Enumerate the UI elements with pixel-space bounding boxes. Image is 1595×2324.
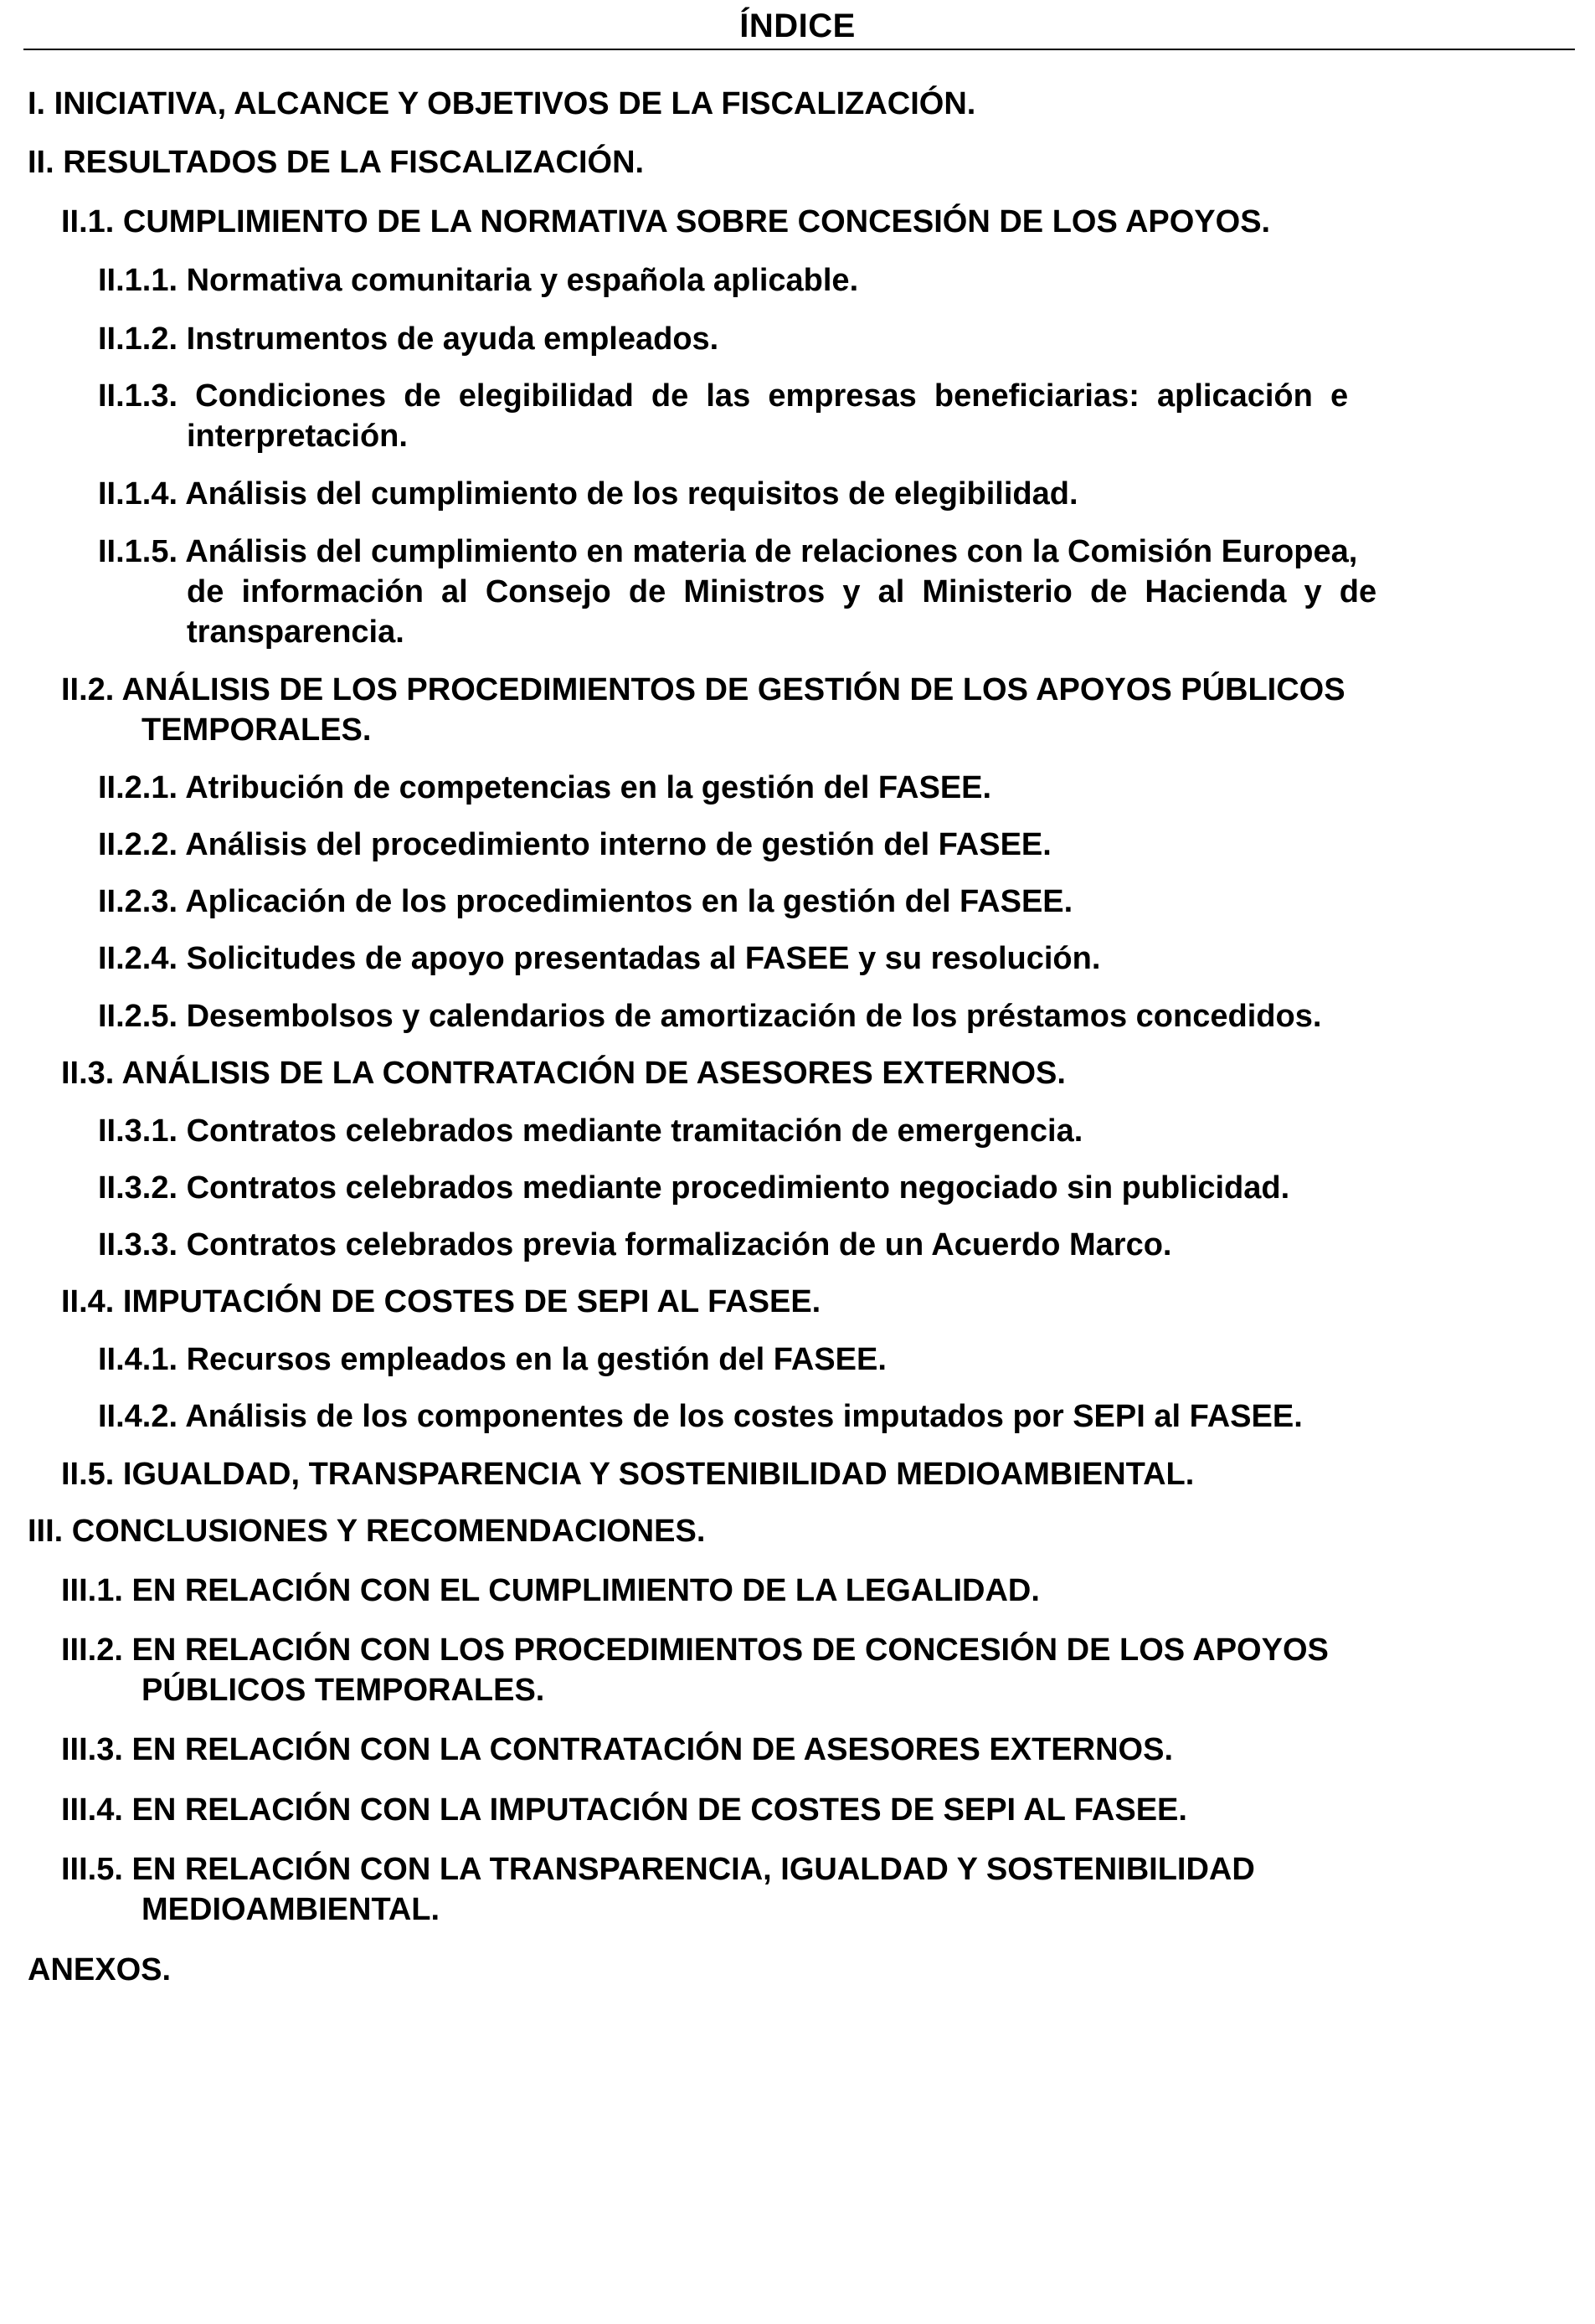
toc-entry-section-ii-2-line2[interactable]: TEMPORALES. [141,712,372,748]
toc-entry-section-ii-3-2[interactable]: II.3.2. Contratos celebrados mediante procedimiento negociado sin publicidad. [98,1170,1290,1206]
toc-entry-section-ii-2-1[interactable]: II.2.1. Atribución de competencias en la gestión del FASEE. [98,770,992,805]
toc-entry-section-iii-2-line1[interactable]: III.2. EN RELACIÓN CON LOS PROCEDIMIENTOS DE CONCESIÓN DE LOS APOYOS [61,1632,1329,1668]
toc-entry-section-ii-2-4[interactable]: II.2.4. Solicitudes de apoyo presentadas al FASEE y su resolución. [98,941,1101,976]
toc-entry-section-i[interactable]: I. INICIATIVA, ALCANCE Y OBJETIVOS DE LA FISCALIZACIÓN. [28,86,976,121]
toc-entry-section-iii-5-line2[interactable]: MEDIOAMBIENTAL. [141,1892,440,1927]
toc-entry-section-ii-3[interactable]: II.3. ANÁLISIS DE LA CONTRATACIÓN DE ASESORES EXTERNOS. [61,1056,1066,1091]
toc-entry-section-ii-4[interactable]: II.4. IMPUTACIÓN DE COSTES DE SEPI AL FASEE. [61,1284,821,1319]
toc-entry-section-ii-2-3[interactable]: II.2.3. Aplicación de los procedimientos en la gestión del FASEE. [98,884,1073,919]
toc-entry-section-ii-2-2[interactable]: II.2.2. Análisis del procedimiento interno de gestión del FASEE. [98,827,1052,862]
toc-entry-section-iii-5-line1[interactable]: III.5. EN RELACIÓN CON LA TRANSPARENCIA, IGUALDAD Y SOSTENIBILIDAD [61,1852,1255,1887]
toc-entry-section-ii-1-5-line3[interactable]: transparencia. [187,614,404,650]
toc-entry-section-iii-4[interactable]: III.4. EN RELACIÓN CON LA IMPUTACIÓN DE COSTES DE SEPI AL FASEE. [61,1792,1187,1828]
toc-entry-section-ii-1-1[interactable]: II.1.1. Normativa comunitaria y española aplicable. [98,263,859,298]
toc-entry-section-ii-1[interactable]: II.1. CUMPLIMIENTO DE LA NORMATIVA SOBRE CONCESIÓN DE LOS APOYOS. [61,204,1271,239]
toc-entry-section-ii-2-line1[interactable]: II.2. ANÁLISIS DE LOS PROCEDIMIENTOS DE GESTIÓN DE LOS APOYOS PÚBLICOS [61,672,1345,707]
toc-entry-section-ii-3-3[interactable]: II.3.3. Contratos celebrados previa formalización de un Acuerdo Marco. [98,1227,1172,1262]
toc-entry-section-ii-1-3-line1[interactable]: II.1.3. Condiciones de elegibilidad de las empresas beneficiarias: aplicación e [98,378,1349,414]
toc-entry-section-ii-1-5-line1[interactable]: II.1.5. Análisis del cumplimiento en materia de relaciones con la Comisión Europea, [98,534,1358,569]
toc-entry-section-ii-1-3-line2[interactable]: interpretación. [187,419,408,454]
toc-entry-section-ii-1-2[interactable]: II.1.2. Instrumentos de ayuda empleados. [98,321,719,357]
toc-entry-section-ii-5[interactable]: II.5. IGUALDAD, TRANSPARENCIA Y SOSTENIBILIDAD MEDIOAMBIENTAL. [61,1457,1195,1492]
toc-entry-section-iii-2-line2[interactable]: PÚBLICOS TEMPORALES. [141,1673,545,1708]
toc-entry-annexes[interactable]: ANEXOS. [28,1952,172,1987]
toc-entry-section-ii-4-1[interactable]: II.4.1. Recursos empleados en la gestión del FASEE. [98,1342,887,1377]
toc-entry-section-ii-3-1[interactable]: II.3.1. Contratos celebrados mediante tramitación de emergencia. [98,1113,1083,1149]
toc-entry-section-ii-1-5-line2[interactable]: de información al Consejo de Ministros y al Ministerio de Hacienda y de [187,574,1377,609]
toc-entry-section-ii-2-5[interactable]: II.2.5. Desembolsos y calendarios de amortización de los préstamos concedidos. [98,999,1322,1034]
toc-entry-section-ii-4-2[interactable]: II.4.2. Análisis de los componentes de los costes imputados por SEPI al FASEE. [98,1399,1303,1434]
toc-entry-section-ii-1-4[interactable]: II.1.4. Análisis del cumplimiento de los requisitos de elegibilidad. [98,476,1078,512]
toc-entry-section-ii[interactable]: II. RESULTADOS DE LA FISCALIZACIÓN. [28,145,645,180]
page-title: ÍNDICE [739,8,856,44]
toc-entry-section-iii-3[interactable]: III.3. EN RELACIÓN CON LA CONTRATACIÓN DE ASESORES EXTERNOS. [61,1732,1173,1767]
toc-entry-section-iii-1[interactable]: III.1. EN RELACIÓN CON EL CUMPLIMIENTO DE LA LEGALIDAD. [61,1573,1040,1608]
toc-entry-section-iii[interactable]: III. CONCLUSIONES Y RECOMENDACIONES. [28,1514,706,1549]
